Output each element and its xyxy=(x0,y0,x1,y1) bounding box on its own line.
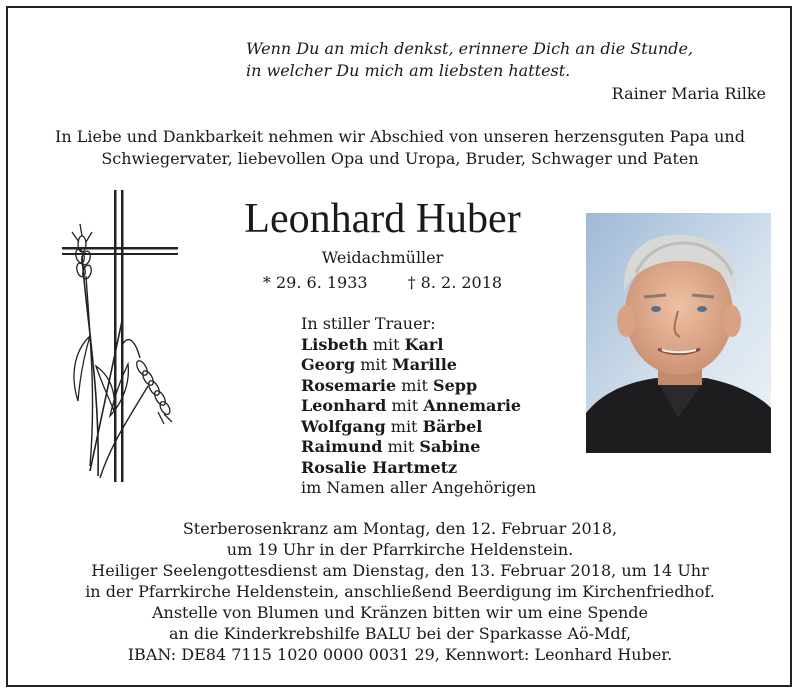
cross-with-wheat-icon xyxy=(60,186,185,486)
deceased-nickname: Weidachmüller xyxy=(321,248,444,267)
intro-text xyxy=(20,126,780,170)
portrait-photo xyxy=(586,213,771,453)
quote xyxy=(246,38,766,82)
list-item: Wolfgang mit Bärbel xyxy=(301,416,483,436)
quote-author: Rainer Maria Rilke xyxy=(611,84,766,103)
notice-line: in der Pfarrkirche Heldenstein, anschließend Beerdigung im Kirchenfriedhof. xyxy=(85,582,715,601)
quote-line: Wenn Du an mich denkst, erinnere Dich an die Stunde, xyxy=(246,39,694,58)
mourners-list xyxy=(301,314,536,499)
list-item: Rosalie Hartmetz xyxy=(301,457,458,477)
life-dates xyxy=(190,273,575,293)
list-item: Raimund mit Sabine xyxy=(301,437,481,456)
list-item: Lisbeth mit Karl xyxy=(301,334,444,354)
list-item: Rosemarie mit Sepp xyxy=(301,375,478,395)
quote-line: in welcher Du mich am liebsten hattest. xyxy=(246,61,571,80)
notice-line: Anstelle von Blumen und Kränzen bitten wir um eine Spende xyxy=(151,603,649,622)
list-item: Georg mit Marille xyxy=(301,355,457,374)
birth-date: * 29. 6. 1933 xyxy=(262,273,368,292)
notice-line: IBAN: DE84 7115 1020 0000 0031 29, Kennwort: Leonhard Huber. xyxy=(127,645,673,664)
death-date: † 8. 2. 2018 xyxy=(407,273,503,292)
notice-line: an die Kinderkrebshilfe BALU bei der Sparkasse Aö-Mdf, xyxy=(168,624,632,643)
mourners-closing: im Namen aller Angehörigen xyxy=(301,478,537,497)
notice-line: Sterberosenkranz am Montag, den 12. Februar 2018, xyxy=(182,519,618,538)
funeral-notice xyxy=(20,518,780,665)
cross-with-wheat-icon xyxy=(60,186,185,486)
list-item: Leonhard mit Annemarie xyxy=(301,396,522,415)
notice-line: Heiliger Seelengottesdienst am Dienstag, den 13. Februar 2018, um 14 Uhr xyxy=(91,561,709,580)
intro-line: In Liebe und Dankbarkeit nehmen wir Abschied von unseren herzensguten Papa und xyxy=(55,127,745,146)
deceased-name: Leonhard Huber xyxy=(244,196,521,242)
intro-line: Schwiegervater, liebevollen Opa und Uropa, Bruder, Schwager und Paten xyxy=(101,149,699,168)
mourners-intro: In stiller Trauer: xyxy=(301,314,436,333)
notice-line: um 19 Uhr in der Pfarrkirche Heldenstein. xyxy=(226,540,574,559)
